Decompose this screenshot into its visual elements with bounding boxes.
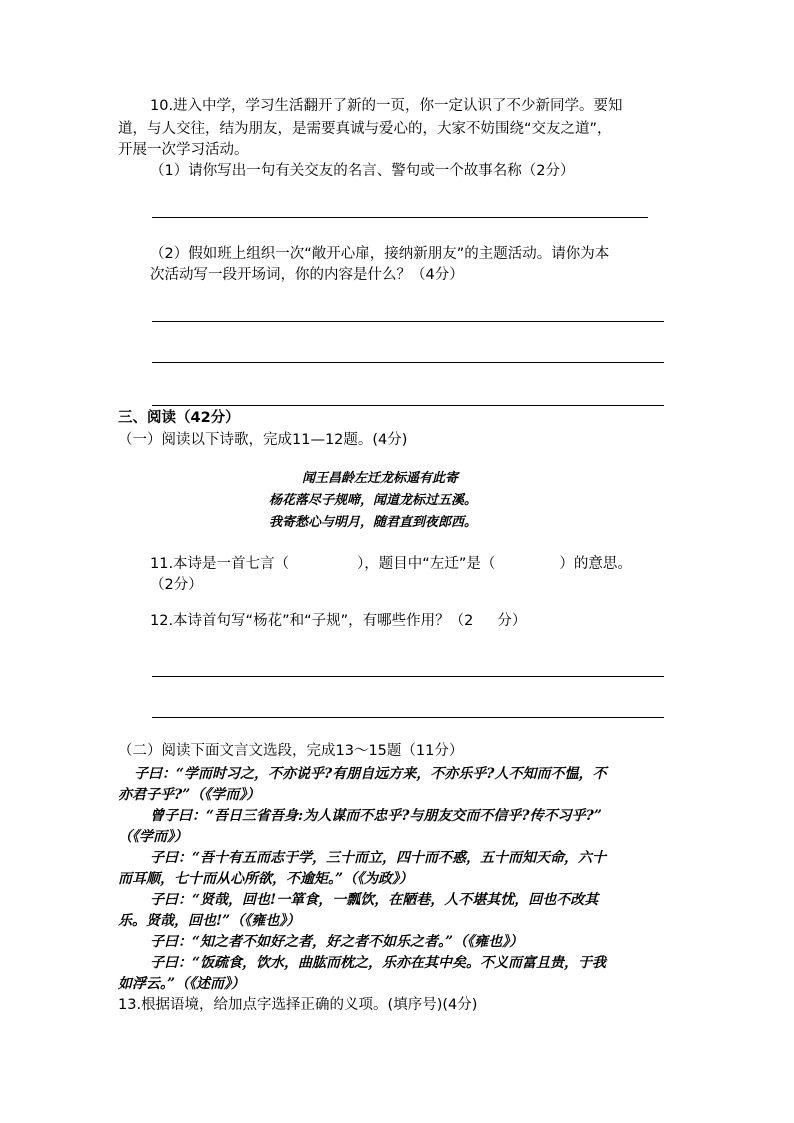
q11-part-b: ），题目中“左迁”是（ [357, 556, 496, 572]
passage-line-2: 亦君子乎?”（《学而》） [118, 787, 261, 803]
poem-title: 闻王昌龄左迁龙标遥有此寄 [302, 471, 459, 486]
q11-part-c: ）的意思。 [559, 556, 632, 572]
q12-text [150, 611, 526, 631]
answer-line [152, 676, 664, 677]
passage-line-9: 子曰：“知之者不如好之者，好之者不如乐之者。”（《雍也》） [150, 934, 524, 950]
q10-sub1: （1）请你写出一句有关交友的名言、警句或一个故事名称（2分） [150, 163, 575, 179]
poem-line-2: 我寄愁心与明月，随君直到夜郎西。 [269, 515, 478, 530]
q13-text: 13.根据语境，给加点字选择正确的义项。(填序号)(4分) [118, 997, 478, 1013]
q10-line-2: 道，与人交往，结为朋友，是需要真诚与爱心的，大家不妨围绕“交友之道”， [118, 121, 612, 137]
q11-text [150, 554, 632, 574]
passage-line-3: 曾子曰：“吾日三省吾身:为人谋而不忠乎?与朋友交而不信乎?传不习乎?” [150, 808, 602, 824]
passage-line-10: 子曰：“饭疏食，饮水，曲肱而枕之，乐亦在其中矣。不义而富且贵，于我 [150, 955, 607, 971]
answer-line [152, 217, 648, 218]
q10-sub2-line-1: （2）假如班上组织一次“敞开心扉，接纳新朋友”的主题活动。请你为本 [150, 246, 610, 262]
q11-score: （2分） [150, 577, 203, 593]
q10-sub2-line-2: 次活动写一段开场词，你的内容是什么？（4分） [150, 267, 464, 283]
passage-line-11: 如浮云。”（《述而》） [118, 976, 246, 992]
passage-line-5: 子曰：“吾十有五而志于学，三十而立，四十而不惑，五十而知天命，六十 [150, 850, 607, 866]
q10-line-1: 10.进入中学，学习生活翻开了新的一页，你一定认识了不少新同学。要知 [150, 98, 623, 114]
part2-heading: （二）阅读下面文言文选段，完成13～15题（11分） [118, 743, 464, 759]
answer-line [152, 405, 664, 406]
section-title: 三、阅读（42分） [118, 410, 240, 426]
q11-part-a: 11.本诗是一首七言（ [150, 556, 290, 572]
passage-line-7: 子曰：“贤哉，回也!一箪食，一瓢饮，在陋巷，人不堪其忧，回也不改其 [150, 892, 599, 908]
answer-line [152, 321, 664, 322]
passage-line-6: 而耳顺，七十而从心所欲，不逾矩。”（《为政》） [118, 871, 414, 887]
part1-heading: （一）阅读以下诗歌，完成11—12题。(4分) [118, 432, 408, 448]
q10-line-3: 开展一次学习活动。 [118, 142, 249, 158]
q12-part-b: 分） [497, 613, 527, 629]
passage-line-8: 乐。贤哉，回也!”（《雍也》） [118, 913, 301, 929]
answer-line [152, 362, 664, 363]
q12-part-a: 12.本诗首句写“杨花”和“子规”，有哪些作用？（2 [150, 613, 474, 629]
passage-line-1: 子曰：“学而时习之，不亦说乎?有朋自远方来，不亦乐乎?人不知而不愠，不 [134, 766, 607, 782]
poem-line-1: 杨花落尽子规啼，闻道龙标过五溪。 [269, 493, 478, 508]
answer-line [152, 717, 664, 718]
passage-line-4: （《学而》） [118, 829, 188, 845]
